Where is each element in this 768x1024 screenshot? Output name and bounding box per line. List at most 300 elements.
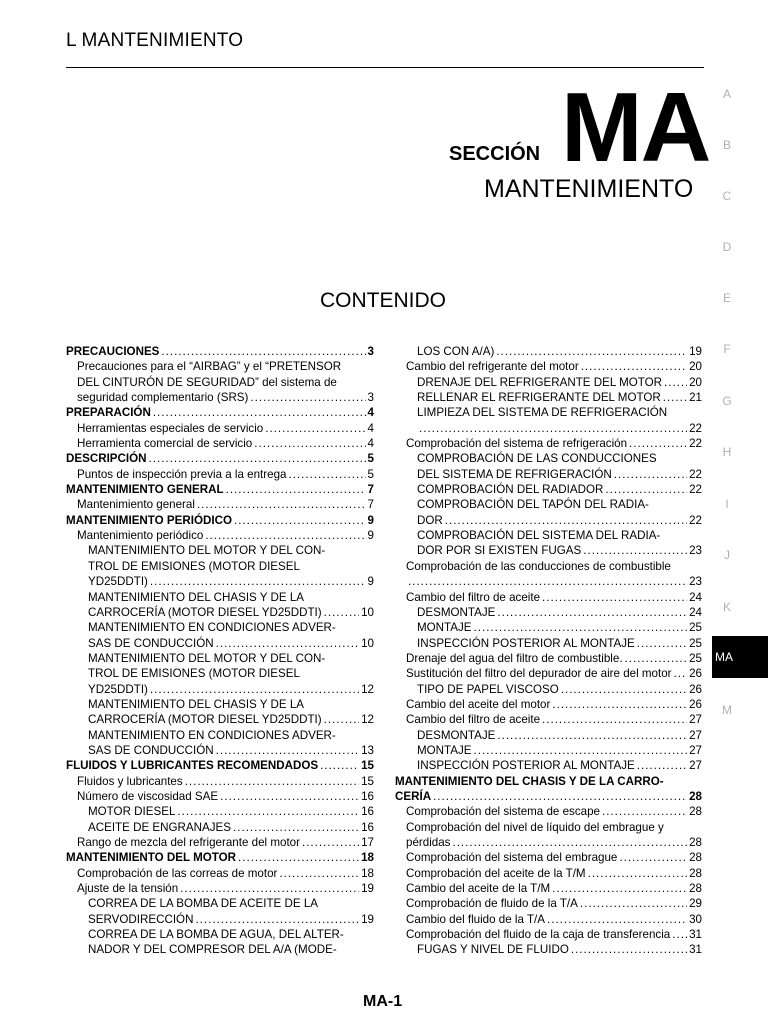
toc-leader-dots <box>419 421 687 436</box>
toc-entry-page: 19 <box>689 345 702 358</box>
toc-entry <box>395 835 702 850</box>
toc-entry-title: Comprobación de fluido de la T/A <box>406 897 578 911</box>
toc-entry-page: 28 <box>689 851 702 865</box>
toc-entry-page: 7 <box>367 498 374 512</box>
toc-entry-title: MANTENIMIENTO PERIÓDICO <box>66 513 232 527</box>
toc-leader-dots <box>625 651 688 666</box>
toc-entry <box>66 927 374 942</box>
toc-leader-dots <box>542 712 687 727</box>
toc-entry <box>395 912 702 927</box>
side-tab-k: K <box>722 600 731 614</box>
toc-entry <box>395 344 702 359</box>
toc-entry <box>395 605 702 620</box>
toc-entry-title: FUGAS Y NIVEL DE FLUIDO <box>417 943 569 957</box>
toc-entry <box>66 804 374 819</box>
toc-entry-title: Número de viscosidad SAE <box>77 789 219 803</box>
toc-leader-dots <box>177 804 359 819</box>
toc-entry-page: 5 <box>367 452 374 466</box>
toc-entry-page: 28 <box>689 805 702 819</box>
toc-entry-page: 12 <box>361 682 374 696</box>
toc-leader-dots <box>547 912 687 927</box>
toc-leader-dots <box>497 605 687 620</box>
toc-entry-title: Mantenimiento periódico <box>77 529 204 543</box>
toc-leader-dots <box>238 850 359 865</box>
toc-entry-page: 20 <box>689 360 702 374</box>
toc-entry <box>66 774 374 789</box>
toc-entry-title: MANTENIMIENTO DEL CHASIS Y DE LA CARRO- <box>395 774 664 788</box>
toc-leader-dots <box>637 636 687 651</box>
toc-entry-page: 4 <box>367 437 374 451</box>
toc-entry-title: TIPO DE PAPEL VISCOSO <box>417 682 559 696</box>
toc-entry-page: 10 <box>361 636 374 650</box>
toc-entry <box>66 590 374 605</box>
toc-entry-title: DRENAJE DEL REFRIGERANTE DEL MOTOR <box>417 375 663 389</box>
toc-entry-page: 22 <box>689 483 702 497</box>
toc-entry <box>66 405 374 420</box>
toc-entry <box>395 774 702 789</box>
toc-leader-dots <box>602 804 687 819</box>
toc-entry-title: COMPROBACIÓN DEL TAPÓN DEL RADIA- <box>417 498 649 512</box>
section-name: MANTENIMIENTO <box>484 175 694 203</box>
toc-entry <box>66 559 374 574</box>
toc-entry-title: LOS CON A/A) <box>417 345 495 358</box>
toc-entry-page: 16 <box>361 805 374 819</box>
toc-entry <box>66 820 374 835</box>
toc-entry-page: 9 <box>367 513 374 527</box>
toc-entry <box>66 881 374 896</box>
toc-entry-page: 12 <box>361 713 374 727</box>
toc-entry-page: 27 <box>689 759 702 773</box>
toc-entry-page: 4 <box>367 406 374 420</box>
toc-entry <box>66 421 374 436</box>
page-number: MA-1 <box>363 993 403 1010</box>
toc-entry-title: DOR <box>417 513 443 527</box>
toc-entry-page: 26 <box>689 667 702 681</box>
side-tab-ma: MA <box>712 636 768 678</box>
toc-entry-page: 30 <box>689 912 702 926</box>
toc-entry-page: 28 <box>689 882 702 896</box>
toc-entry <box>66 344 374 359</box>
toc-entry <box>66 605 374 620</box>
toc-entry-page: 3 <box>367 391 374 405</box>
toc-entry-title: Cambio del aceite de la T/M <box>406 882 551 896</box>
toc-leader-dots <box>216 743 359 758</box>
toc-entry-title: Mantenimiento general <box>77 498 195 512</box>
toc-entry <box>66 866 374 881</box>
toc-entry <box>395 390 702 405</box>
toc-entry-title: MANTENIMIENTO DEL CHASIS Y DE LA <box>88 590 305 604</box>
toc-entry-title: MOTOR DIESEL <box>88 805 176 819</box>
toc-entry <box>66 620 374 635</box>
toc-entry <box>395 728 702 743</box>
toc-entry-page: 3 <box>367 345 374 358</box>
toc-leader-dots <box>583 543 687 558</box>
toc-leader-dots <box>452 835 687 850</box>
toc-leader-dots <box>445 513 687 528</box>
toc-entry-page: 16 <box>361 820 374 834</box>
toc-leader-dots <box>629 436 687 451</box>
toc-entry-title: Comprobación del sistema del embrague <box>406 851 618 865</box>
toc-entry <box>66 896 374 911</box>
toc-leader-dots <box>254 436 365 451</box>
toc-leader-dots <box>674 666 688 681</box>
toc-entry-title: Drenaje del agua del filtro de combustible. <box>406 651 623 665</box>
header-rule <box>66 67 704 68</box>
toc-entry-title: MANTENIMIENTO GENERAL <box>66 483 224 497</box>
toc-entry <box>395 513 702 528</box>
toc-leader-dots <box>552 881 687 896</box>
toc-leader-dots <box>497 728 687 743</box>
toc-leader-dots <box>288 467 365 482</box>
toc-leader-dots <box>474 620 688 635</box>
toc-entry-title: Herramientas especiales de servicio <box>77 421 264 435</box>
toc-entry <box>395 743 702 758</box>
toc-entry <box>395 467 702 482</box>
toc-entry-page: 23 <box>689 544 702 558</box>
toc-entry <box>66 697 374 712</box>
toc-entry <box>395 896 702 911</box>
toc-entry <box>395 451 702 466</box>
toc-entry-title: Comprobación del aceite de la T/M <box>406 866 586 880</box>
toc-leader-dots <box>588 866 688 881</box>
section-code: MA <box>561 72 710 182</box>
toc-entry <box>395 574 702 589</box>
toc-entry-title: MANTENIMIENTO EN CONDICIONES ADVER- <box>88 728 336 742</box>
side-tab-h: H <box>722 445 732 459</box>
toc-entry-title: MANTENIMIENTO EN CONDICIONES ADVER- <box>88 621 336 635</box>
side-tab-j: J <box>724 548 730 562</box>
toc-entry <box>66 912 374 927</box>
toc-entry <box>66 574 374 589</box>
toc-entry-title: PREPARACIÓN <box>66 406 151 420</box>
toc-leader-dots <box>185 774 359 789</box>
toc-leader-dots <box>149 451 366 466</box>
toc-entry-page: 26 <box>689 697 702 711</box>
toc-entry-page: 31 <box>689 943 702 957</box>
toc-leader-dots <box>605 482 687 497</box>
toc-entry-title: COMPROBACIÓN DEL SISTEMA DEL RADIA- <box>417 529 661 543</box>
toc-entry-title: Comprobación de las conducciones de combustible <box>406 559 671 573</box>
toc-leader-dots <box>324 712 359 727</box>
toc-entry <box>395 590 702 605</box>
toc-entry-page: 20 <box>689 375 702 389</box>
toc-entry-title: Ajuste de la tensión <box>77 882 179 896</box>
toc-entry <box>395 697 702 712</box>
toc-leader-dots <box>153 405 366 420</box>
toc-entry <box>66 850 374 865</box>
toc-entry-title: Sustitución del filtro del depurador de aire del motor <box>406 667 672 681</box>
toc-entry-title: COMPROBACIÓN DE LAS CONDUCCIONES <box>417 452 657 466</box>
toc-entry-title: pérdidas <box>406 836 451 849</box>
toc-entry-title: TROL DE EMISIONES (MOTOR DIESEL <box>88 559 300 573</box>
toc-leader-dots <box>161 344 365 359</box>
contents-title: CONTENIDO <box>320 289 446 312</box>
toc-entry-title: MANTENIMIENTO DEL MOTOR <box>66 851 237 865</box>
toc-entry <box>66 436 374 451</box>
toc-entry-title: SERVODIRECCIÓN <box>88 912 194 926</box>
toc-entry-title: ACEITE DE ENGRANAJES <box>88 820 232 834</box>
toc-leader-dots <box>324 605 359 620</box>
toc-entry <box>66 543 374 558</box>
toc-entry <box>395 528 702 543</box>
toc-entry-title: CARROCERÍA (MOTOR DIESEL YD25DDTI) <box>88 713 322 727</box>
toc-entry-title: DEL SISTEMA DE REFRIGERACIÓN <box>417 467 612 481</box>
toc-entry-title: YD25DDTI) <box>88 682 148 696</box>
toc-entry <box>395 942 702 957</box>
toc-entry-page: 25 <box>689 636 702 650</box>
toc-entry-page: 26 <box>689 682 702 696</box>
toc-entry-title: seguridad complementario (SRS) <box>77 391 249 405</box>
toc-entry-page: 31 <box>689 928 702 942</box>
toc-entry-page: 28 <box>689 789 702 803</box>
toc-entry <box>395 804 702 819</box>
section-word: SECCIÓN <box>449 143 541 165</box>
toc-leader-dots <box>279 866 359 881</box>
toc-leader-dots <box>619 850 687 865</box>
toc-entry-title: MANTENIMIENTO DEL MOTOR Y DEL CON- <box>88 544 326 558</box>
toc-entry-title: Herramienta comercial de servicio <box>77 437 253 451</box>
toc-leader-dots <box>226 482 366 497</box>
toc-entry <box>395 405 702 420</box>
toc-entry-page: 24 <box>689 605 702 619</box>
toc-entry-title: NADOR Y DEL COMPRESOR DEL A/A (MODE- <box>88 943 337 957</box>
toc-entry <box>395 497 702 512</box>
toc-entry-title: Cambio del aceite del motor <box>406 697 551 711</box>
toc-entry <box>395 758 702 773</box>
toc-entry <box>66 636 374 651</box>
toc-entry <box>395 927 702 942</box>
toc-leader-dots <box>216 636 359 651</box>
toc-entry <box>66 528 374 543</box>
toc-leader-dots <box>265 421 365 436</box>
toc-entry <box>395 682 702 697</box>
toc-entry-title: Fluidos y lubricantes <box>77 774 183 788</box>
toc-entry-page: 9 <box>367 529 374 543</box>
toc-entry-page: 28 <box>689 836 702 849</box>
toc-entry <box>395 559 702 574</box>
toc-entry-title: TROL DE EMISIONES (MOTOR DIESEL <box>88 667 300 681</box>
toc-leader-dots <box>561 682 687 697</box>
toc-entry-page: 21 <box>689 391 702 405</box>
toc-entry <box>395 712 702 727</box>
toc-entry-page: 9 <box>367 575 374 589</box>
toc-entry-page: 16 <box>361 789 374 803</box>
toc-entry-title: LIMPIEZA DEL SISTEMA DE REFRIGERACIÓN <box>417 406 668 420</box>
toc-entry <box>66 375 374 390</box>
toc-entry <box>395 881 702 896</box>
toc-entry <box>66 666 374 681</box>
toc-entry-title: COMPROBACIÓN DEL RADIADOR <box>417 483 604 497</box>
toc-entry-title: DESMONTAJE <box>417 605 496 619</box>
toc-entry <box>395 850 702 865</box>
toc-leader-dots <box>150 574 366 589</box>
toc-entry-page: 27 <box>689 743 702 757</box>
toc-column-left <box>66 344 374 958</box>
toc-entry-page: 23 <box>689 575 702 589</box>
toc-entry <box>395 436 702 451</box>
toc-entry-page: 15 <box>361 759 374 773</box>
toc-entry-page: 22 <box>689 467 702 481</box>
side-tab-m: M <box>722 703 732 717</box>
toc-entry-page: 22 <box>689 421 702 435</box>
toc-entry <box>66 497 374 512</box>
toc-entry-page: 18 <box>361 851 374 865</box>
toc-leader-dots <box>433 789 687 804</box>
toc-entry-page: 10 <box>361 605 374 619</box>
toc-entry-title: PRECAUCIONES <box>66 345 160 358</box>
side-tab-b: B <box>722 138 731 152</box>
toc-leader-dots <box>664 375 687 390</box>
toc-leader-dots <box>180 881 359 896</box>
toc-entry-title: Comprobación del sistema de escape <box>406 805 600 819</box>
toc-entry-title: FLUIDOS Y LUBRICANTES RECOMENDADOS <box>66 759 319 773</box>
toc-entry-page: 27 <box>689 713 702 727</box>
toc-leader-dots <box>637 758 687 773</box>
toc-entry <box>395 636 702 651</box>
side-tab-i: I <box>725 497 729 511</box>
toc-entry <box>66 835 374 850</box>
side-tab-d: D <box>722 240 732 254</box>
toc-entry-title: Puntos de inspección previa a la entrega <box>77 467 287 481</box>
toc-leader-dots <box>496 344 687 359</box>
toc-entry <box>66 712 374 727</box>
toc-entry <box>66 789 374 804</box>
toc-entry-page: 5 <box>367 467 374 481</box>
toc-entry <box>66 758 374 773</box>
toc-entry-title: Cambio del filtro de aceite <box>406 590 541 604</box>
toc-entry <box>66 482 374 497</box>
toc-entry-title: Comprobación de las correas de motor <box>77 866 278 880</box>
toc-entry <box>66 359 374 374</box>
toc-entry-title: MONTAJE <box>417 743 472 757</box>
header-title: L MANTENIMIENTO <box>66 30 244 51</box>
toc-leader-dots <box>220 789 359 804</box>
toc-leader-dots <box>580 896 687 911</box>
toc-entry-title: INSPECCIÓN POSTERIOR AL MONTAJE <box>417 636 635 650</box>
toc-entry-title: Comprobación del sistema de refrigeración <box>406 437 628 451</box>
toc-entry-title: DEL CINTURÓN DE SEGURIDAD” del sistema de <box>77 375 337 389</box>
toc-entry-title: Comprobación del fluido de la caja de transferencia <box>406 928 671 942</box>
toc-leader-dots <box>474 743 688 758</box>
toc-entry <box>395 651 702 666</box>
toc-leader-dots <box>320 758 359 773</box>
toc-entry-page: 18 <box>361 866 374 880</box>
toc-entry-page: 27 <box>689 728 702 742</box>
toc-leader-dots <box>672 927 687 942</box>
toc-entry-page: 25 <box>689 651 702 665</box>
toc-entry <box>395 620 702 635</box>
toc-entry-page: 4 <box>367 421 374 435</box>
toc-entry <box>395 359 702 374</box>
toc-entry-title: SAS DE CONDUCCIÓN <box>88 743 214 757</box>
toc-entry-title: CORREA DE LA BOMBA DE AGUA, DEL ALTER- <box>88 928 344 942</box>
toc-leader-dots <box>302 835 359 850</box>
toc-leader-dots <box>250 390 365 405</box>
toc-leader-dots <box>234 513 366 528</box>
toc-entry <box>395 421 702 436</box>
toc-entry <box>395 482 702 497</box>
side-tab-e: E <box>722 291 731 305</box>
toc-leader-dots <box>614 467 687 482</box>
toc-entry-title: Rango de mezcla del refrigerante del motor <box>77 836 300 849</box>
side-tab-f: F <box>723 342 731 356</box>
toc-entry-page: 19 <box>361 882 374 896</box>
toc-entry-page: 22 <box>689 437 702 451</box>
toc-column-right <box>395 344 702 958</box>
toc-leader-dots <box>663 390 687 405</box>
toc-entry <box>66 513 374 528</box>
toc-entry-title: MANTENIMIENTO DEL MOTOR Y DEL CON- <box>88 651 326 665</box>
toc-leader-dots <box>542 590 687 605</box>
toc-entry-title: MANTENIMIENTO DEL CHASIS Y DE LA <box>88 697 305 711</box>
toc-entry-title: CORREA DE LA BOMBA DE ACEITE DE LA <box>88 897 319 911</box>
toc-entry-title: Precauciones para el “AIRBAG” y el “PRETENSOR <box>77 360 342 374</box>
toc-entry-page: 7 <box>367 483 374 497</box>
toc-leader-dots <box>408 574 687 589</box>
toc-leader-dots <box>233 820 359 835</box>
toc-entry-page: 28 <box>689 866 702 880</box>
toc-entry-title: INSPECCIÓN POSTERIOR AL MONTAJE <box>417 759 635 773</box>
toc-leader-dots <box>195 912 359 927</box>
toc-entry <box>395 375 702 390</box>
toc-entry-page: 13 <box>361 743 374 757</box>
toc-entry-page: 22 <box>689 513 702 527</box>
toc-entry-title: Comprobación del nivel de líquido del embrague y <box>406 820 664 834</box>
toc-entry <box>395 543 702 558</box>
toc-leader-dots <box>571 942 687 957</box>
toc-entry-title: MONTAJE <box>417 621 472 635</box>
toc-entry <box>66 942 374 957</box>
side-tab-g: G <box>722 394 732 408</box>
toc-entry-page: 19 <box>361 912 374 926</box>
toc-entry <box>66 390 374 405</box>
toc-entry <box>66 451 374 466</box>
toc-entry <box>395 866 702 881</box>
toc-entry-page: 25 <box>689 621 702 635</box>
toc-entry-page: 17 <box>361 836 374 849</box>
side-tab-c: C <box>722 189 732 203</box>
toc-entry-page: 29 <box>689 897 702 911</box>
toc-entry-title: CERÍA <box>395 789 432 803</box>
toc-entry-title: YD25DDTI) <box>88 575 148 589</box>
toc-entry-title: RELLENAR EL REFRIGERANTE DEL MOTOR <box>417 391 661 405</box>
toc-leader-dots <box>197 497 366 512</box>
toc-entry-title: DOR POR SI EXISTEN FUGAS <box>417 544 582 558</box>
toc-leader-dots <box>150 682 359 697</box>
toc-entry-title: CARROCERÍA (MOTOR DIESEL YD25DDTI) <box>88 605 322 619</box>
toc-entry <box>66 728 374 743</box>
toc-entry <box>66 467 374 482</box>
toc-entry <box>66 651 374 666</box>
toc-entry-title: SAS DE CONDUCCIÓN <box>88 636 214 650</box>
toc-entry <box>66 743 374 758</box>
toc-entry-title: DESCRIPCIÓN <box>66 452 147 466</box>
toc-entry-page: 24 <box>689 590 702 604</box>
toc-leader-dots <box>581 359 687 374</box>
toc-entry <box>66 682 374 697</box>
toc-entry-title: DESMONTAJE <box>417 728 496 742</box>
side-tab-a: A <box>722 87 731 101</box>
toc-entry <box>395 820 702 835</box>
toc-leader-dots <box>552 697 687 712</box>
toc-entry-title: Cambio del refrigerante del motor <box>406 360 579 374</box>
toc-leader-dots <box>205 528 365 543</box>
toc-entry-title: Cambio del fluido de la T/A <box>406 912 545 926</box>
toc-entry-title: Cambio del filtro de aceite <box>406 713 541 727</box>
toc-entry-page: 15 <box>361 774 374 788</box>
toc-entry <box>395 666 702 681</box>
toc-entry <box>395 789 702 804</box>
